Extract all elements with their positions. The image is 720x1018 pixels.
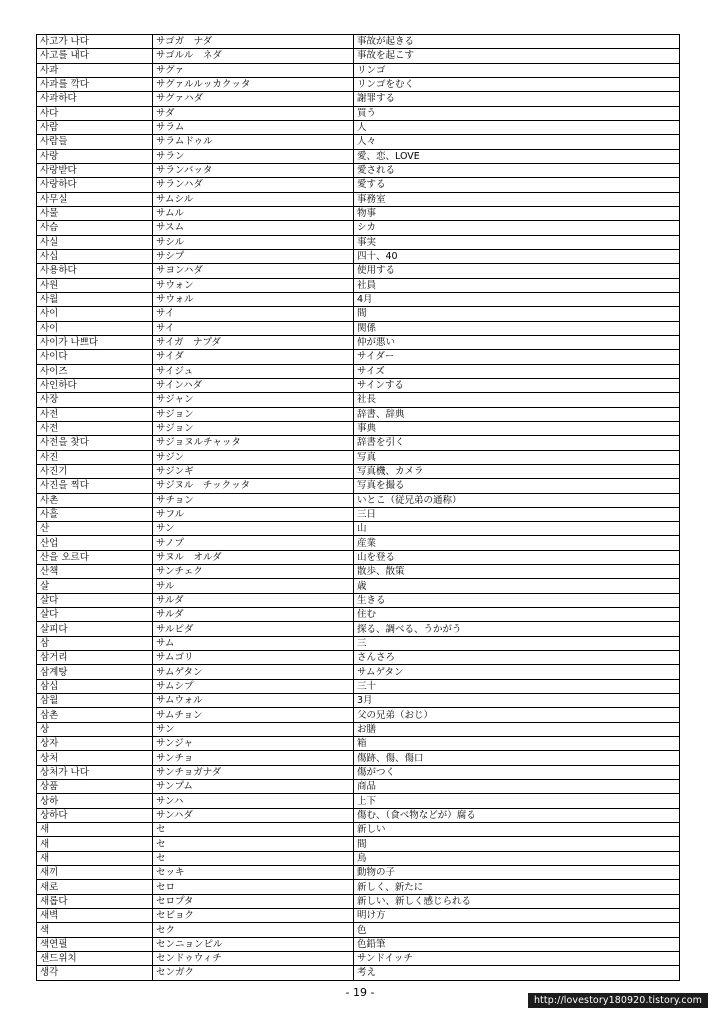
japanese-meaning-cell: 傷跡、傷、傷口 [354,751,680,765]
korean-word-cell: 삼 [37,636,153,650]
japanese-meaning-cell: 愛する [354,178,680,192]
table-row [37,278,680,292]
katakana-reading-cell: サムチョン [153,708,354,722]
katakana-reading-cell: サムゴリ [153,651,354,665]
table-row [37,479,680,493]
japanese-meaning-cell: いとこ（従兄弟の通称） [354,493,680,507]
korean-word-cell: 사랑하다 [37,178,153,192]
korean-word-cell: 사원 [37,278,153,292]
korean-word-cell: 사진 [37,450,153,464]
table-row [37,937,680,951]
table-row [37,679,680,693]
katakana-reading-cell: サグァ [153,63,354,77]
korean-word-cell: 산 [37,522,153,536]
katakana-reading-cell: サムゲタン [153,665,354,679]
korean-word-cell: 사고가 나다 [37,35,153,49]
korean-word-cell: 사이 [37,307,153,321]
table-row [37,163,680,177]
japanese-meaning-cell: 物事 [354,206,680,220]
japanese-meaning-cell: 事実 [354,235,680,249]
table-row [37,178,680,192]
katakana-reading-cell: セロプタ [153,894,354,908]
korean-word-cell: 삼십 [37,679,153,693]
japanese-meaning-cell: 事務室 [354,192,680,206]
japanese-meaning-cell: 仲が悪い [354,335,680,349]
table-row [37,622,680,636]
katakana-reading-cell: サウォン [153,278,354,292]
katakana-reading-cell: サゴルル ネダ [153,49,354,63]
korean-word-cell: 사흘 [37,507,153,521]
korean-word-cell: 사월 [37,292,153,306]
japanese-meaning-cell: 事典 [354,421,680,435]
katakana-reading-cell: サジンギ [153,464,354,478]
japanese-meaning-cell: 父の兄弟（おじ） [354,708,680,722]
katakana-reading-cell: サグァハダ [153,92,354,106]
korean-word-cell: 새롭다 [37,894,153,908]
table-row [37,464,680,478]
korean-word-cell: 사슴 [37,221,153,235]
table-row [37,565,680,579]
japanese-meaning-cell: 考え [354,966,680,980]
korean-word-cell: 사무실 [37,192,153,206]
korean-word-cell: 색연필 [37,937,153,951]
japanese-meaning-cell: 間 [354,307,680,321]
table-row [37,335,680,349]
table-row [37,851,680,865]
korean-word-cell: 상 [37,722,153,736]
korean-word-cell: 상처가 나다 [37,765,153,779]
korean-word-cell: 삼월 [37,694,153,708]
table-row [37,206,680,220]
katakana-reading-cell: サムウォル [153,694,354,708]
table-row [37,120,680,134]
korean-word-cell: 살피다 [37,622,153,636]
table-row [37,765,680,779]
katakana-reading-cell: サイダ [153,350,354,364]
japanese-meaning-cell: 4月 [354,292,680,306]
korean-word-cell: 사이 [37,321,153,335]
korean-word-cell: 사이가 나쁘다 [37,335,153,349]
korean-word-cell: 산업 [37,536,153,550]
katakana-reading-cell: サムシル [153,192,354,206]
katakana-reading-cell: サンプム [153,780,354,794]
katakana-reading-cell: サウォル [153,292,354,306]
table-row [37,63,680,77]
katakana-reading-cell: サンチョガナダ [153,765,354,779]
japanese-meaning-cell: リンゴをむく [354,77,680,91]
korean-word-cell: 사과를 깍다 [37,77,153,91]
katakana-reading-cell: サラン [153,149,354,163]
katakana-reading-cell: センニョンピル [153,937,354,951]
katakana-reading-cell: サルダ [153,608,354,622]
table-row [37,135,680,149]
japanese-meaning-cell: 住む [354,608,680,622]
korean-word-cell: 사촌 [37,493,153,507]
japanese-meaning-cell: 四十、40 [354,249,680,263]
japanese-meaning-cell: 産業 [354,536,680,550]
japanese-meaning-cell: 写真を撮る [354,479,680,493]
japanese-meaning-cell: 散歩、散策 [354,565,680,579]
katakana-reading-cell: サンチョ [153,751,354,765]
table-row [37,909,680,923]
table-row [37,77,680,91]
korean-word-cell: 산을 오르다 [37,550,153,564]
japanese-meaning-cell: サイダー [354,350,680,364]
katakana-reading-cell: サイジュ [153,364,354,378]
korean-word-cell: 사십 [37,249,153,263]
japanese-meaning-cell: 箱 [354,737,680,751]
table-row [37,794,680,808]
katakana-reading-cell: セ [153,851,354,865]
japanese-meaning-cell: 愛、恋、LOVE [354,149,680,163]
japanese-meaning-cell: 色鉛筆 [354,937,680,951]
korean-word-cell: 사용하다 [37,264,153,278]
katakana-reading-cell: サランバッタ [153,163,354,177]
table-row [37,866,680,880]
korean-word-cell: 새 [37,823,153,837]
japanese-meaning-cell: 明け方 [354,909,680,923]
katakana-reading-cell: サチョン [153,493,354,507]
korean-word-cell: 사람들 [37,135,153,149]
korean-word-cell: 사다 [37,106,153,120]
katakana-reading-cell: セ [153,837,354,851]
katakana-reading-cell: サジョヌルチャッタ [153,436,354,450]
table-row [37,450,680,464]
japanese-meaning-cell: 愛される [354,163,680,177]
japanese-meaning-cell: さんさろ [354,651,680,665]
katakana-reading-cell: サシル [153,235,354,249]
table-row [37,378,680,392]
japanese-meaning-cell: 商品 [354,780,680,794]
table-row [37,35,680,49]
table-row [37,966,680,980]
table-row [37,837,680,851]
korean-word-cell: 새로 [37,880,153,894]
japanese-meaning-cell: 謝罪する [354,92,680,106]
japanese-meaning-cell: 新しい [354,823,680,837]
table-row [37,264,680,278]
katakana-reading-cell: サジョン [153,407,354,421]
katakana-reading-cell: サルダ [153,593,354,607]
table-row [37,880,680,894]
table-row [37,751,680,765]
korean-word-cell: 삼계탕 [37,665,153,679]
table-row [37,694,680,708]
japanese-meaning-cell: 事故を起こす [354,49,680,63]
katakana-reading-cell: サグァルルッカクッタ [153,77,354,91]
japanese-meaning-cell: 辞書を引く [354,436,680,450]
table-row [37,651,680,665]
korean-word-cell: 사랑받다 [37,163,153,177]
korean-word-cell: 살다 [37,608,153,622]
korean-word-cell: 사물 [37,206,153,220]
table-row [37,952,680,966]
table-row [37,737,680,751]
japanese-meaning-cell: 色 [354,923,680,937]
table-row [37,493,680,507]
table-row [37,92,680,106]
katakana-reading-cell: セッキ [153,866,354,880]
table-row [37,436,680,450]
japanese-meaning-cell: 新しい、新しく感じられる [354,894,680,908]
korean-word-cell: 사전 [37,407,153,421]
katakana-reading-cell: サゴガ ナダ [153,35,354,49]
japanese-meaning-cell: サインする [354,378,680,392]
katakana-reading-cell: サムル [153,206,354,220]
katakana-reading-cell: サヌル オルダ [153,550,354,564]
japanese-meaning-cell: 三日 [354,507,680,521]
korean-word-cell: 사전 [37,421,153,435]
table-row [37,550,680,564]
korean-word-cell: 사과 [37,63,153,77]
japanese-meaning-cell: 新しく、新たに [354,880,680,894]
korean-word-cell: 사진을 찍다 [37,479,153,493]
korean-word-cell: 삼거리 [37,651,153,665]
katakana-reading-cell: サジャン [153,393,354,407]
table-row [37,923,680,937]
table-row [37,249,680,263]
japanese-meaning-cell: 傷む、（食べ物などが）腐る [354,808,680,822]
korean-word-cell: 삼촌 [37,708,153,722]
korean-word-cell: 새끼 [37,866,153,880]
katakana-reading-cell: セ [153,823,354,837]
korean-word-cell: 산책 [37,565,153,579]
katakana-reading-cell: センドゥウィチ [153,952,354,966]
japanese-meaning-cell: 社員 [354,278,680,292]
table-row [37,221,680,235]
katakana-reading-cell: サンジャ [153,737,354,751]
table-row [37,421,680,435]
japanese-meaning-cell: 生きる [354,593,680,607]
katakana-reading-cell: サインハダ [153,378,354,392]
korean-word-cell: 사실 [37,235,153,249]
korean-word-cell: 상품 [37,780,153,794]
japanese-meaning-cell: 事故が起きる [354,35,680,49]
source-url-watermark: http://lovestory180920.tistory.com [528,993,708,1008]
katakana-reading-cell: サフル [153,507,354,521]
korean-word-cell: 샌드위치 [37,952,153,966]
japanese-meaning-cell: 三十 [354,679,680,693]
korean-word-cell: 사진기 [37,464,153,478]
katakana-reading-cell: サイガ ナプダ [153,335,354,349]
katakana-reading-cell: サジン [153,450,354,464]
korean-word-cell: 사이즈 [37,364,153,378]
korean-word-cell: 상자 [37,737,153,751]
katakana-reading-cell: サイ [153,307,354,321]
vocabulary-table [36,34,680,981]
katakana-reading-cell: サジヌル チックッタ [153,479,354,493]
table-row [37,522,680,536]
katakana-reading-cell: サン [153,722,354,736]
katakana-reading-cell: セロ [153,880,354,894]
table-row [37,292,680,306]
japanese-meaning-cell: 三 [354,636,680,650]
table-row [37,593,680,607]
korean-word-cell: 색 [37,923,153,937]
japanese-meaning-cell: 人々 [354,135,680,149]
korean-word-cell: 사람 [37,120,153,134]
katakana-reading-cell: サラムドゥル [153,135,354,149]
katakana-reading-cell: サラム [153,120,354,134]
katakana-reading-cell: サイ [153,321,354,335]
table-row [37,823,680,837]
korean-word-cell: 새 [37,851,153,865]
table-row [37,350,680,364]
table-row [37,579,680,593]
table-row [37,507,680,521]
korean-word-cell: 상하 [37,794,153,808]
katakana-reading-cell: サノプ [153,536,354,550]
japanese-meaning-cell: 山 [354,522,680,536]
japanese-meaning-cell: 動物の子 [354,866,680,880]
korean-word-cell: 사고를 내다 [37,49,153,63]
table-row [37,192,680,206]
katakana-reading-cell: サンハ [153,794,354,808]
table-row [37,307,680,321]
japanese-meaning-cell: 間 [354,837,680,851]
japanese-meaning-cell: サムゲタン [354,665,680,679]
table-row [37,149,680,163]
table-row [37,321,680,335]
japanese-meaning-cell: 探る、調べる、うかがう [354,622,680,636]
table-row [37,665,680,679]
katakana-reading-cell: サン [153,522,354,536]
japanese-meaning-cell: 買う [354,106,680,120]
korean-word-cell: 사이다 [37,350,153,364]
katakana-reading-cell: サダ [153,106,354,120]
korean-word-cell: 살 [37,579,153,593]
table-row [37,393,680,407]
katakana-reading-cell: サランハダ [153,178,354,192]
table-row [37,722,680,736]
japanese-meaning-cell: 写真機、カメラ [354,464,680,478]
korean-word-cell: 상하다 [37,808,153,822]
katakana-reading-cell: センガク [153,966,354,980]
japanese-meaning-cell: 山を登る [354,550,680,564]
katakana-reading-cell: サンチェク [153,565,354,579]
katakana-reading-cell: サンハダ [153,808,354,822]
japanese-meaning-cell: 傷がつく [354,765,680,779]
japanese-meaning-cell: 社長 [354,393,680,407]
table-row [37,106,680,120]
page-number: - 19 - [345,986,375,999]
japanese-meaning-cell: シカ [354,221,680,235]
japanese-meaning-cell: 使用する [354,264,680,278]
japanese-meaning-cell: 関係 [354,321,680,335]
japanese-meaning-cell: 写真 [354,450,680,464]
korean-word-cell: 생각 [37,966,153,980]
katakana-reading-cell: サシプ [153,249,354,263]
japanese-meaning-cell: 人 [354,120,680,134]
korean-word-cell: 사랑 [37,149,153,163]
katakana-reading-cell: サヨンハダ [153,264,354,278]
korean-word-cell: 사전을 찾다 [37,436,153,450]
katakana-reading-cell: セビョク [153,909,354,923]
korean-word-cell: 사인하다 [37,378,153,392]
table-row [37,49,680,63]
japanese-meaning-cell: リンゴ [354,63,680,77]
katakana-reading-cell: サル [153,579,354,593]
katakana-reading-cell: サルピダ [153,622,354,636]
katakana-reading-cell: セク [153,923,354,937]
japanese-meaning-cell: 歳 [354,579,680,593]
table-row [37,708,680,722]
katakana-reading-cell: サムシプ [153,679,354,693]
korean-word-cell: 새 [37,837,153,851]
table-row [37,608,680,622]
table-row [37,780,680,794]
japanese-meaning-cell: お膳 [354,722,680,736]
katakana-reading-cell: サム [153,636,354,650]
table-row [37,364,680,378]
table-row [37,536,680,550]
korean-word-cell: 상처 [37,751,153,765]
korean-word-cell: 새벽 [37,909,153,923]
japanese-meaning-cell: 上下 [354,794,680,808]
japanese-meaning-cell: 3月 [354,694,680,708]
japanese-meaning-cell: サンドイッチ [354,952,680,966]
table-row [37,235,680,249]
table-row [37,894,680,908]
katakana-reading-cell: サスム [153,221,354,235]
korean-word-cell: 사과하다 [37,92,153,106]
korean-word-cell: 살다 [37,593,153,607]
katakana-reading-cell: サジョン [153,421,354,435]
korean-word-cell: 사장 [37,393,153,407]
japanese-meaning-cell: サイズ [354,364,680,378]
japanese-meaning-cell: 辞書、辞典 [354,407,680,421]
vocabulary-table-body [37,35,680,981]
table-row [37,808,680,822]
table-row [37,407,680,421]
table-row [37,636,680,650]
japanese-meaning-cell: 鳥 [354,851,680,865]
